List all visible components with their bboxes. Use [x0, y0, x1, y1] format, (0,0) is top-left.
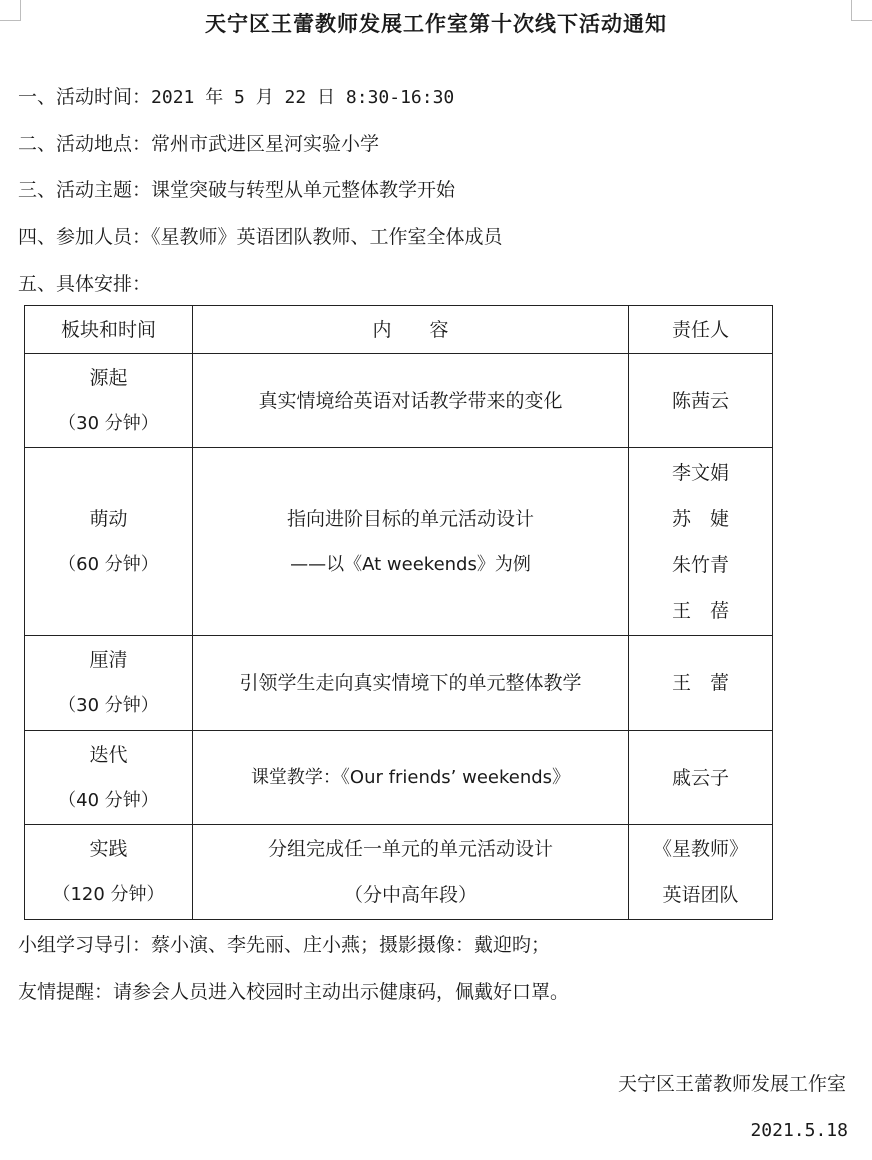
friendly-reminder: 友情提醒：请参会人员进入校园时主动出示健康码，佩戴好口罩。 [18, 981, 570, 1003]
participants-label: 四、参加人员： [18, 226, 152, 248]
table-row [25, 354, 773, 448]
owner-name: 苏 婕 [671, 507, 729, 530]
activity-place-label: 二、活动地点： [18, 133, 152, 155]
content-line: （分中高年段） [343, 884, 477, 906]
content-cell [193, 731, 629, 825]
participants [18, 222, 503, 249]
activity-time-value: 2021 年 5 月 22 日 8:30-16:30 [151, 87, 455, 108]
activity-time [18, 82, 454, 109]
participants-value: 《星教师》英语团队教师、工作室全体成员 [151, 226, 503, 248]
header-owner: 责任人 [629, 306, 773, 354]
owner-name: 李文娟 [671, 461, 729, 484]
document-title: 天宁区王蕾教师发展工作室第十次线下活动通知 [205, 12, 667, 36]
block-duration: （30 分钟） [58, 412, 159, 434]
block-duration: （40 分钟） [58, 789, 159, 811]
table-header-row [25, 306, 773, 354]
block-duration: （30 分钟） [58, 695, 159, 716]
block-name: 厘清 [89, 649, 128, 671]
issuing-organization: 天宁区王蕾教师发展工作室 [617, 1073, 846, 1095]
content-line: 真实情境给英语对话教学带来的变化 [258, 389, 563, 412]
activity-time-label: 一、活动时间： [18, 86, 152, 108]
content-cell [193, 354, 629, 448]
table-row [25, 636, 773, 731]
table-row [25, 825, 773, 920]
table-row [25, 731, 773, 825]
owner-cell [629, 636, 773, 731]
owner-name: 王 蕾 [671, 672, 729, 694]
block-cell [25, 448, 193, 636]
content-line: 分组完成任一单元的单元活动设计 [267, 838, 553, 860]
block-duration: （60 分钟） [58, 553, 159, 575]
block-cell [25, 636, 193, 731]
owner-name: 英语团队 [662, 884, 739, 906]
content-line: 课堂教学：《Our friends’ weekends》 [250, 766, 571, 788]
content-cell [193, 636, 629, 731]
schedule-heading: 五、具体安排： [18, 273, 152, 295]
block-name: 迭代 [89, 743, 128, 766]
block-cell [25, 731, 193, 825]
activity-theme [18, 175, 455, 202]
owner-cell [629, 354, 773, 448]
group-guide-note: 小组学习导引：蔡小演、李先丽、庄小燕；摄影摄像：戴迎昀； [18, 934, 551, 956]
content-cell [193, 448, 629, 636]
block-duration: （120 分钟） [52, 884, 165, 905]
activity-theme-value: 课堂突破与转型从单元整体教学开始 [151, 179, 456, 201]
block-cell [25, 825, 193, 920]
schedule-table [24, 305, 773, 920]
owner-cell [629, 825, 773, 920]
owner-cell [629, 448, 773, 636]
activity-place [18, 129, 379, 156]
content-line: 指向进阶目标的单元活动设计 [286, 507, 534, 530]
table-row [25, 448, 773, 636]
activity-theme-label: 三、活动主题： [18, 179, 152, 201]
content-line: ——以《At weekends》为例 [290, 553, 531, 575]
owner-name: 《星教师》 [652, 838, 748, 860]
owner-name: 王 蓓 [671, 599, 729, 622]
block-cell [25, 354, 193, 448]
block-name: 源起 [89, 366, 128, 389]
content-line: 引领学生走向真实情境下的单元整体教学 [239, 672, 582, 694]
owner-name: 朱竹青 [671, 553, 729, 576]
header-block-time: 板块和时间 [25, 306, 193, 354]
issue-date: 2021.5.18 [750, 1120, 848, 1141]
activity-place-value: 常州市武进区星河实验小学 [151, 133, 380, 155]
block-name: 萌动 [89, 507, 128, 530]
block-name: 实践 [89, 838, 128, 860]
header-content: 内 容 [193, 306, 629, 354]
owner-name: 陈茜云 [671, 389, 729, 412]
owner-cell [629, 731, 773, 825]
owner-name: 戚云子 [671, 766, 729, 789]
content-cell [193, 825, 629, 920]
